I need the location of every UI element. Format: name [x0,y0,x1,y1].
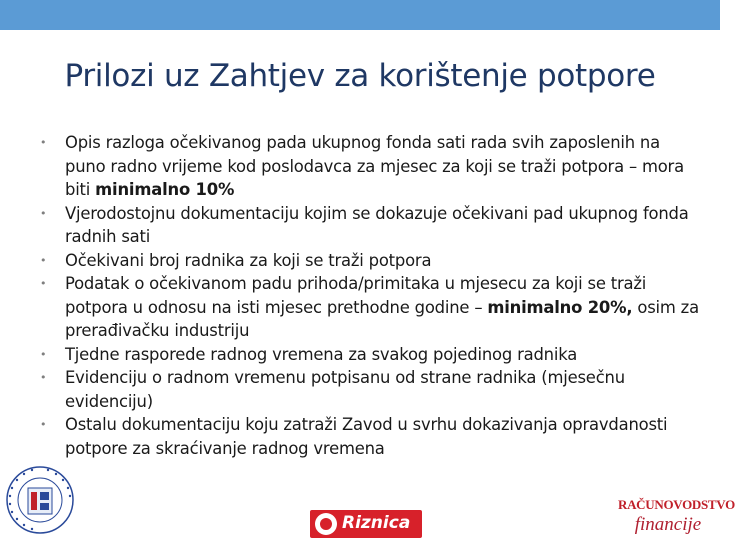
racunovodstvo-logo-text: RAČUNOVODSTVO [618,497,735,512]
bullet-item [40,202,700,249]
bullet-list [40,131,700,460]
bullet-text: Opis razloga očekivanog pada ukupnog fonda sati rada svih zaposlenih na puno radno vrijeme kod poslodavca za mjesec za koji se traži potpora – mora biti [65,133,684,199]
riznica-emblem-icon [315,513,337,535]
bullet-dot-icon: • [40,347,47,361]
bullet-item [40,413,700,460]
bullet-item [40,343,700,367]
bullet-text: Evidenciju o radnom vremenu potpisanu od strane radnika (mjesečnu evidenciju) [65,368,625,411]
association-seal-logo [0,458,76,540]
slide-title: Prilozi uz Zahtjev za korištenje potpore [64,58,656,94]
bullet-dot-icon: • [40,136,47,149]
bullet-dot-icon: • [40,277,47,290]
riznica-logo [310,510,422,538]
bullet-item [40,366,700,413]
bullet-dot-icon: • [40,206,47,220]
bullet-text: Očekivani broj radnika za koji se traži potpora [65,250,432,270]
bullet-text: osim za prerađivačku industriju [65,297,699,340]
bullet-emphasis-text: minimalno 20%, [487,297,633,317]
bullet-dot-icon: • [40,418,47,431]
bullet-item [40,272,700,343]
bullet-text: Vjerodostojnu dokumentaciju kojim se dokazuje očekivani pad ukupnog fonda radnih sati [65,203,689,246]
bullet-item [40,249,700,273]
bullet-dot-icon: • [40,253,47,267]
bullet-text: Podatak o očekivanom padu prihoda/primitaka u mjesecu za koji se traži potpora u odnosu na isti mjesec prethodne godine – [65,274,647,317]
top-accent-bar [0,0,720,30]
bullet-item [40,131,700,202]
bullet-dot-icon: • [40,371,47,384]
bullet-emphasis-text: minimalno 10% [95,180,235,199]
racunovodstvo-financije-logo [618,497,735,539]
financije-logo-text: financije [634,514,702,535]
bullet-text: Tjedne rasporede radnog vremena za svakog pojedinog radnika [65,344,578,364]
riznica-logo-text: Riznica [342,513,411,533]
bullet-text: Ostalu dokumentaciju koju zatraži Zavod u svrhu dokazivanja opravdanosti potpore za skraćivanje radnog vremena [65,415,668,458]
